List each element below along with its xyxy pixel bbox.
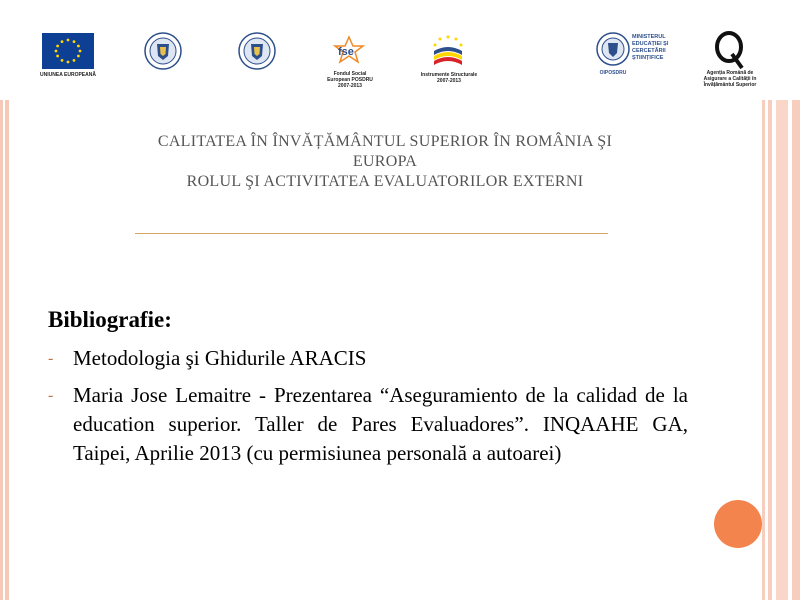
list-item-text: Metodologia şi Ghidurile ARACIS bbox=[73, 346, 367, 370]
dash-bullet-icon: - bbox=[48, 387, 54, 404]
ministry-text: MINISTERUL EDUCAȚIEI ȘI CERCETĂRII ȘTIINȚIFICE bbox=[632, 34, 669, 61]
bibliography-heading: Bibliografie: bbox=[48, 307, 172, 332]
list-item bbox=[48, 381, 688, 468]
list-item bbox=[48, 344, 688, 373]
bibliography-list bbox=[48, 344, 688, 476]
title-divider bbox=[135, 233, 608, 234]
ministry-caption: OIPOSDRU bbox=[599, 70, 627, 76]
instrumente-caption: Instrumente Structurale 2007-2013 bbox=[420, 72, 478, 84]
title-line-1: CALITATEA ÎN ÎNVĂȚĂMÂNTUL SUPERIOR ÎN ROMÂNIA ŞI bbox=[157, 133, 613, 150]
fse-logo-icon bbox=[330, 35, 368, 70]
gov-seal-icon bbox=[238, 32, 276, 75]
eu-flag-logo bbox=[42, 33, 94, 74]
instrumente-logo-icon bbox=[428, 33, 468, 74]
aracis-q-logo-icon bbox=[710, 30, 748, 75]
right-decor-stripe bbox=[762, 100, 800, 600]
svg-text:fse: fse bbox=[338, 46, 354, 58]
title-line-3: ROLUL ŞI ACTIVITATEA EVALUATORILOR EXTERNI bbox=[186, 173, 584, 190]
orange-circle-decor bbox=[714, 500, 762, 548]
gov-seal-icon bbox=[144, 32, 182, 75]
slide-title bbox=[60, 132, 710, 192]
logo-header bbox=[0, 0, 800, 100]
title-line-2: EUROPA bbox=[352, 153, 418, 170]
ministry-logo-icon bbox=[596, 32, 630, 71]
eu-caption: UNIUNEA EUROPEANĂ bbox=[40, 72, 96, 78]
fse-caption: Fondul Social European POSDRU 2007-2013 bbox=[327, 71, 373, 89]
list-item-text: Maria Jose Lemaitre - Prezentarea “Aseguramiento de la calidad de la education superior. Taller de Pares Evaluadores”. INQAAHE GA, Taipei, Aprilie 2013 (cu permisiunea personală a autoarei) bbox=[73, 383, 688, 465]
dash-bullet-icon: - bbox=[48, 350, 54, 367]
aracis-caption: Agenția Română de Asigurare a Calității în Învățământul Superior bbox=[703, 70, 757, 88]
left-decor-stripe bbox=[0, 100, 9, 600]
